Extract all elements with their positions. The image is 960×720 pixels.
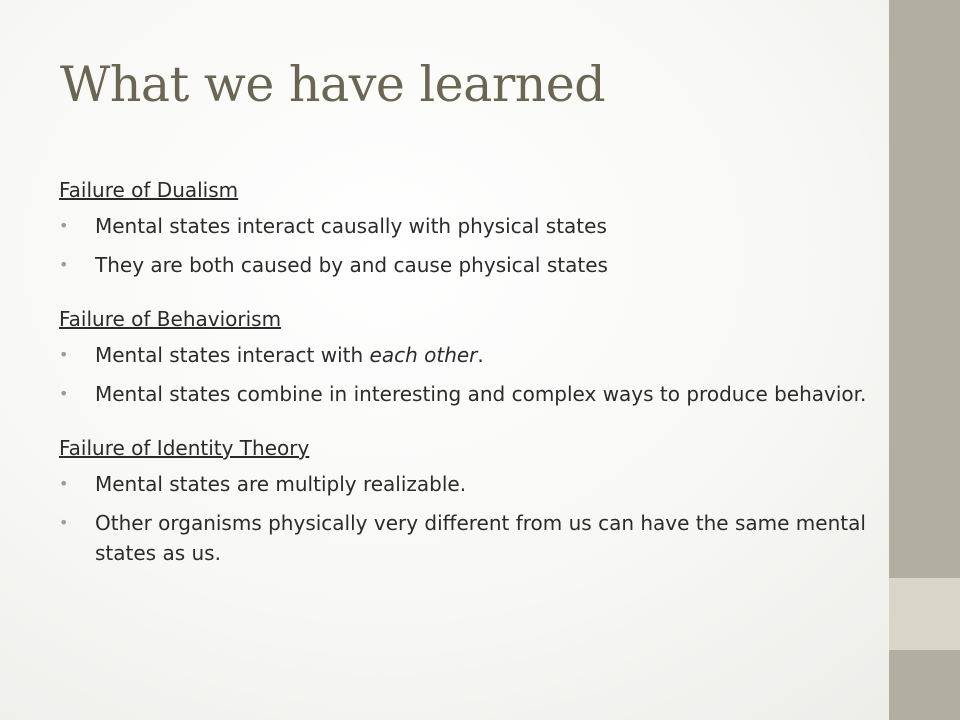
- bullet-text-emphasis: each other: [369, 343, 478, 367]
- bullet-text: Mental states combine in interesting and complex ways to produce behavior.: [95, 382, 867, 406]
- slide-title: What we have learned: [60, 56, 606, 113]
- bullet-item: [59, 469, 874, 499]
- bullet-item: [59, 340, 874, 370]
- section-behaviorism: [59, 304, 874, 409]
- slide-content: [59, 175, 874, 592]
- section-heading: Failure of Behaviorism: [59, 307, 282, 331]
- sidebar-accent-block: [889, 578, 960, 650]
- bullet-icon: •: [59, 474, 69, 493]
- bullet-item: [59, 250, 874, 280]
- bullet-text: They are both caused by and cause physical states: [95, 253, 608, 277]
- bullet-text-part: Mental states interact with: [95, 343, 370, 367]
- section-dualism: [59, 175, 874, 280]
- bullet-icon: •: [59, 513, 69, 532]
- bullet-text: Other organisms physically very different from us can have the same mental states as us.: [95, 511, 866, 565]
- bullet-item: [59, 379, 874, 409]
- bullet-icon: •: [59, 216, 69, 235]
- bullet-icon: •: [59, 255, 69, 274]
- section-identity-theory: [59, 433, 874, 568]
- bullet-item: [59, 211, 874, 241]
- bullet-icon: •: [59, 384, 69, 403]
- bullet-text-part: .: [477, 343, 484, 367]
- section-heading: Failure of Dualism: [59, 178, 239, 202]
- bullet-text: Mental states are multiply realizable.: [95, 472, 467, 496]
- section-heading: Failure of Identity Theory: [59, 436, 310, 460]
- bullet-text: [95, 343, 484, 367]
- bullet-item: [59, 508, 874, 568]
- bullet-icon: •: [59, 345, 69, 364]
- bullet-text: Mental states interact causally with physical states: [95, 214, 607, 238]
